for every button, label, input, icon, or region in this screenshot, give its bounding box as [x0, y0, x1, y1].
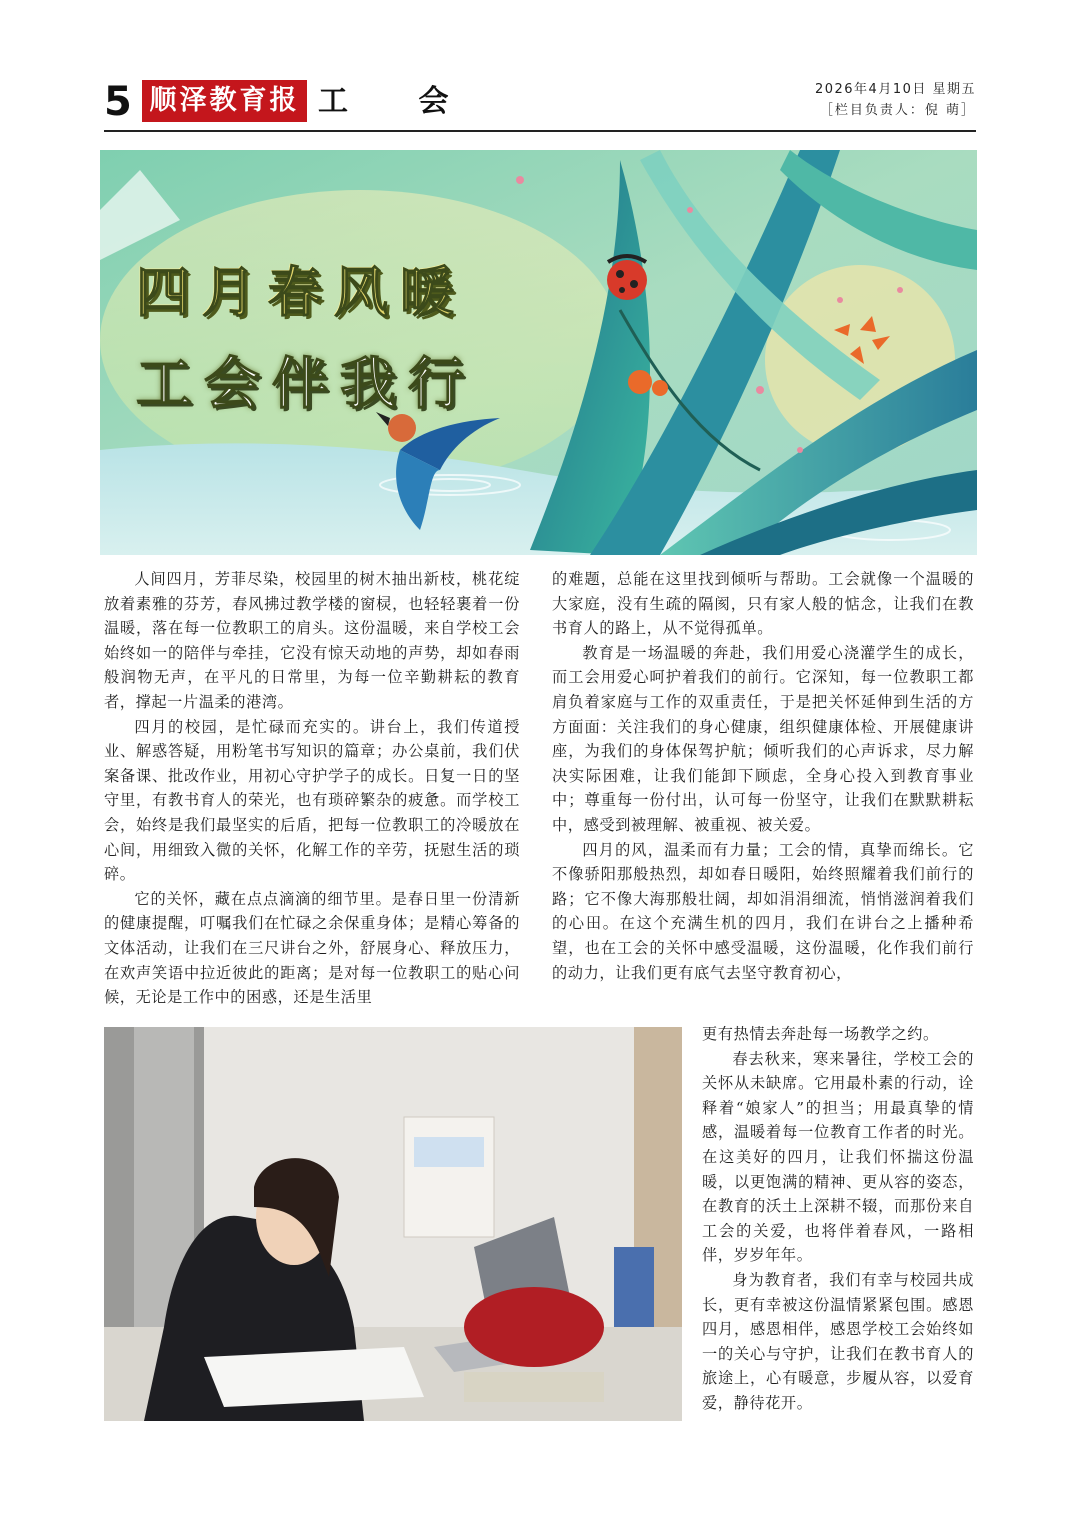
page-header [0, 0, 1080, 135]
paragraph-continued: 的难题，总能在这里找到倾听与帮助。工会就像一个温暖的大家庭，没有生疏的隔阂，只有家人般的惦念，让我们在教书育人的路上，从不觉得孤单。 [552, 570, 974, 638]
article-column-1 [104, 567, 520, 1010]
header-rule [104, 130, 976, 132]
paragraph: 四月的校园，是忙碌而充实的。讲台上，我们传道授业、解惑答疑，用粉笔书写知识的篇章；办公桌前，我们伏案备课、批改作业，用初心守护学子的成长。日复一日的坚守里，有教书育人的荣光，也有琐碎繁杂的疲惫。而学校工会，始终是我们最坚实的后盾，把每一位教职工的冷暖放在心间，用细致入微的关怀，化解工作的辛劳，抚慰生活的琐碎。 [104, 717, 520, 884]
paragraph: 人间四月，芳菲尽染，校园里的树木抽出新枝，桃花绽放着素雅的芬芳，春风拂过教学楼的窗棂，也轻轻裹着一份温暖，落在每一位教职工的肩头。这份温暖，来自学校工会始终如一的陪伴与牵挂，它没有惊天动地的声势，却如春雨般润物无声，在平凡的日常里，为每一位辛勤耕耘的教育者，撑起一片温柔的港湾。 [104, 570, 520, 711]
paragraph: 身为教育者，我们有幸与校园共成长，更有幸被这份温情紧紧包围。感恩四月，感恩相伴，感恩学校工会始终如一的关心与守护，让我们在教书育人的旅途上，心有暖意，步履从容，以爱育爱，静待花开。 [702, 1270, 974, 1412]
section-title: 工 会 [318, 84, 479, 119]
newspaper-masthead: 顺泽教育报 [142, 80, 307, 122]
teacher-at-desk-photo [104, 1027, 682, 1421]
banner-title-line2: 工会伴我行 [136, 351, 476, 417]
issue-date: 2026年4月10日 星期五 [814, 82, 976, 97]
paragraph: 春去秋来，寒来暑往，学校工会的关怀从未缺席。它用最朴素的行动，诠释着“娘家人”的担当；用最真挚的情感，温暖着每一位教育工作者的时光。在这美好的四月，让我们怀揣这份温暖，以更饱满的精神、更从容的姿态，在教育的沃土上深耕不辍，而那份来自工会的关爱，也将伴着春风，一路相伴，岁岁年年。 [702, 1049, 974, 1265]
paragraph: 它的关怀，藏在点点滴滴的细节里。是春日里一份清新的健康提醒，叮嘱我们在忙碌之余保重身体；是精心筹备的文体活动，让我们在三尺讲台之外，舒展身心、释放压力，在欢声笑语中拉近彼此的距离；是对每一位教职工的贴心问候，无论是工作中的困惑，还是生活里 [104, 889, 520, 1007]
column-editor: ［栏目负责人：倪 萌］ [819, 103, 976, 118]
teacher-working-photo [104, 1027, 682, 1421]
article-column-3 [702, 1022, 974, 1416]
paragraph: 四月的风，温柔而有力量；工会的情，真挚而绵长。它不像骄阳那般热烈，却如春日暖阳，始终照耀着我们前行的路；它不像大海那般壮阔，却如涓涓细流，悄悄滋润着我们的心田。在这个充满生机的四月，我们在讲台之上播种希望，也在工会的关怀中感受温暖，这份温暖，化作我们前行的动力，让我们更有底气去坚守教育初心， [552, 840, 974, 982]
banner-illustration [100, 150, 977, 555]
banner-title-line1: 四月春风暖 [136, 260, 466, 324]
paragraph: 教育是一场温暖的奔赴，我们用爱心浇灌学生的成长，而工会用爱心呵护着我们的前行。它深知，每一位教职工都肩负着家庭与工作的双重责任，于是把关怀延伸到生活的方方面面：关注我们的身心健康，组织健康体检、开展健康讲座，为我们的身体保驾护航；倾听我们的心声诉求，尽力解决实际困难，让我们能卸下顾虑，全身心投入到教育事业中；尊重每一份付出，认可每一份坚守，让我们在默默耕耘中，感受到被理解、被重视、被关爱。 [552, 643, 974, 834]
paragraph-continued: 更有热情去奔赴每一场教学之约。 [702, 1025, 939, 1043]
page-number: 5 [104, 79, 132, 125]
article-column-2 [552, 567, 974, 985]
